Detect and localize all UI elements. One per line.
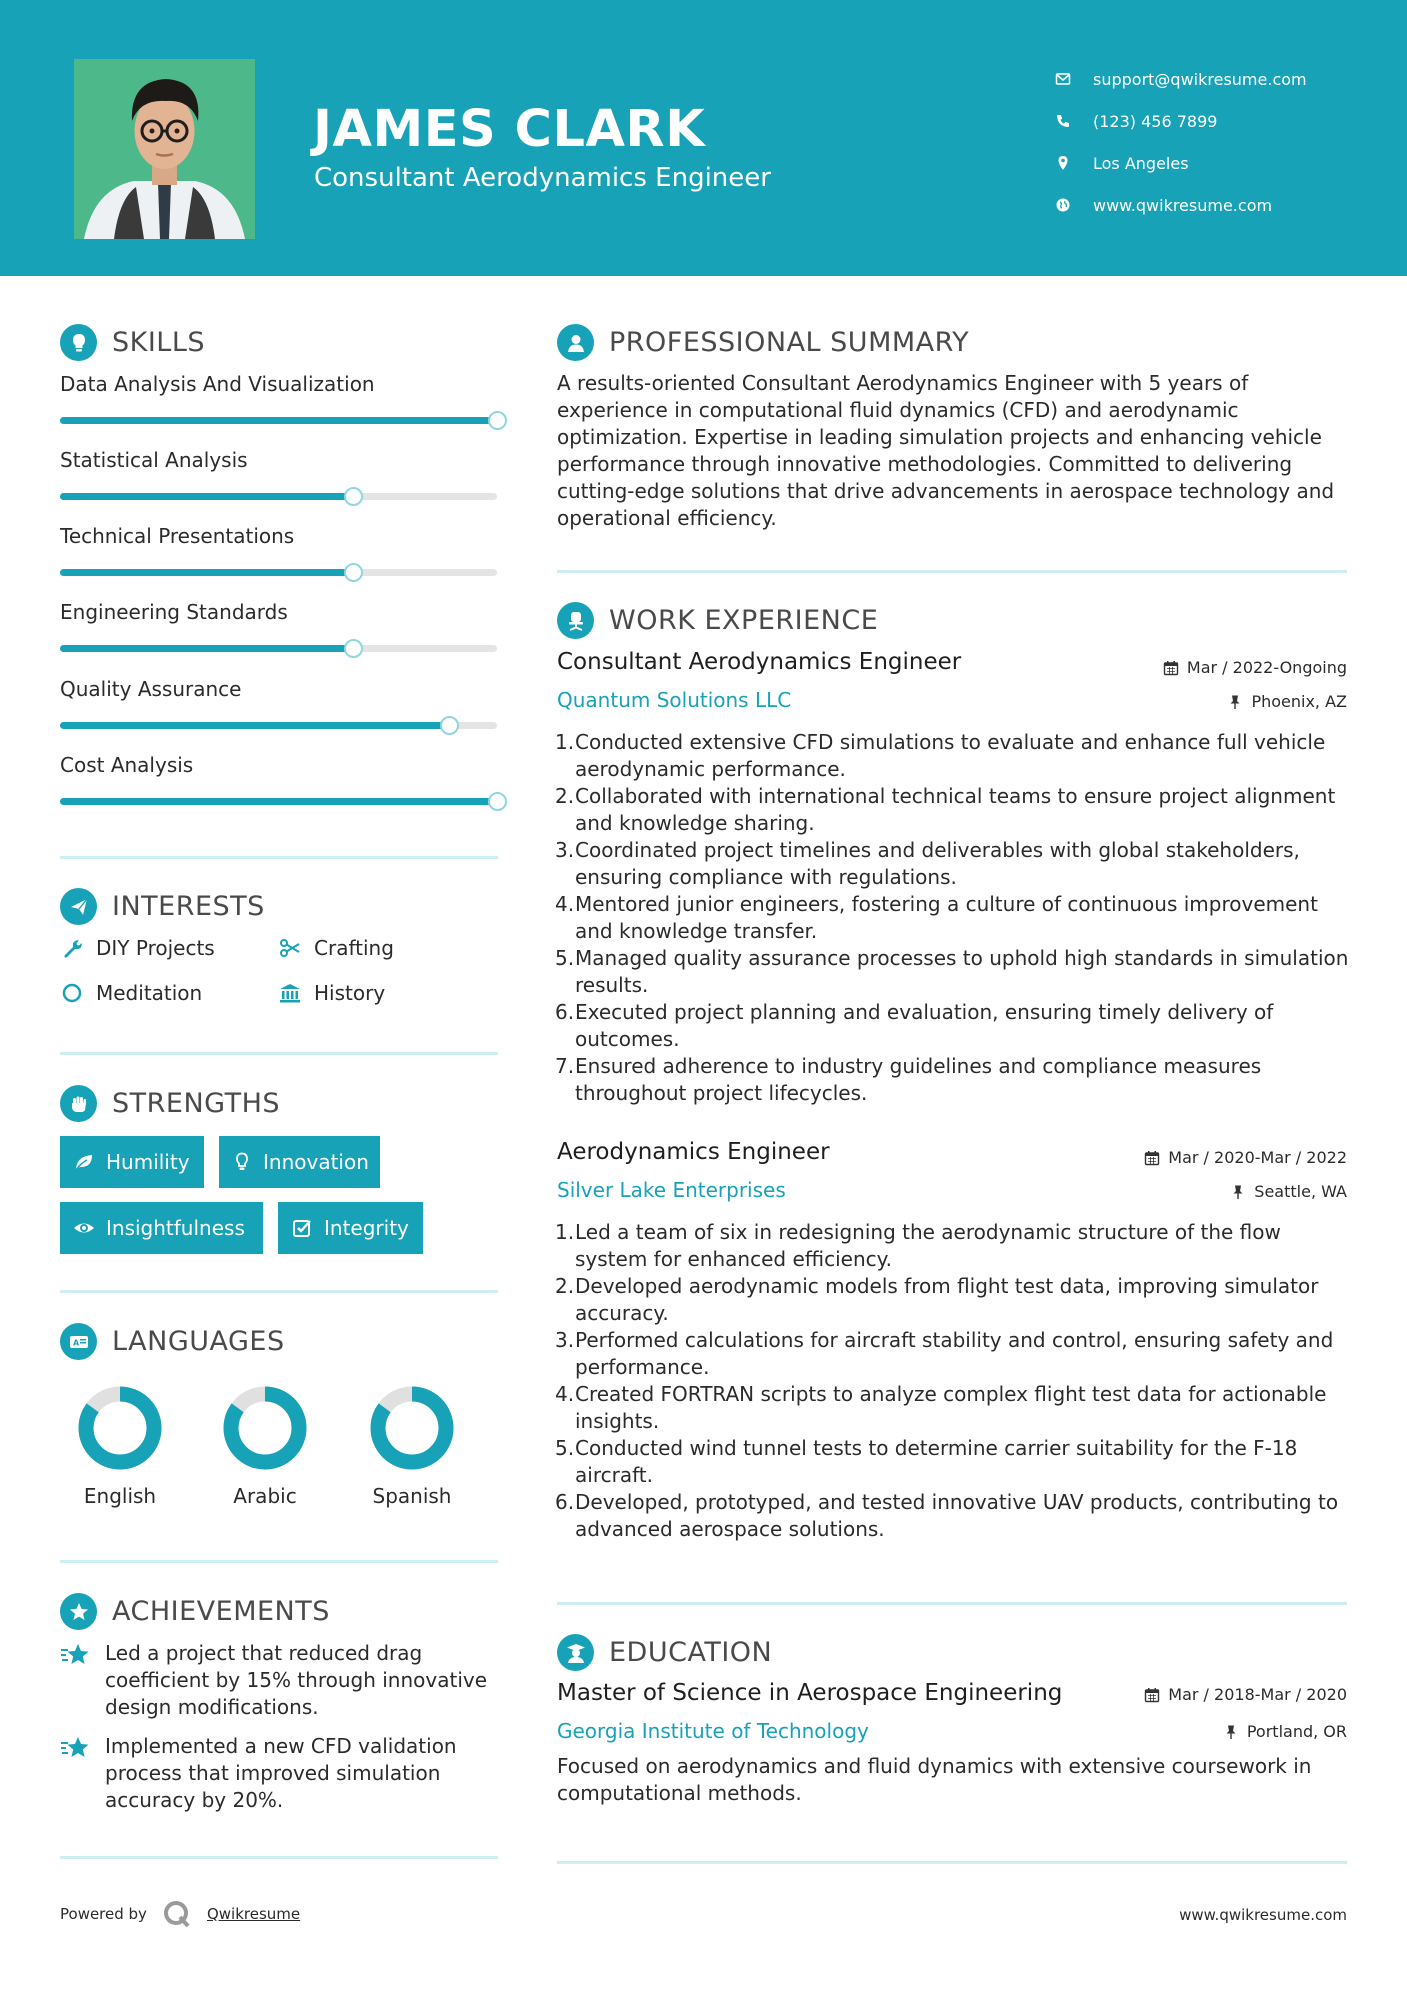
job-dates <box>1163 658 1347 677</box>
bank-icon <box>278 981 302 1005</box>
skill-level-knob <box>488 411 507 430</box>
interest-item <box>278 981 385 1005</box>
contact-location <box>1053 142 1383 184</box>
skill-level-knob <box>344 487 363 506</box>
skill-level-fill <box>60 798 497 805</box>
skill-name: Cost Analysis <box>60 753 194 777</box>
star-icon <box>60 1733 92 1765</box>
candidate-title: Consultant Aerodynamics Engineer <box>314 163 771 193</box>
strengths-heading <box>60 1085 280 1122</box>
responsibility-item: Managed quality assurance processes to uphold high standards in simulation results. <box>575 946 1349 997</box>
contact-phone-text: (123) 456 7899 <box>1093 111 1218 131</box>
achievement-text: Led a project that reduced drag coefficient by 15% through innovative design modifications. <box>105 1641 488 1719</box>
star-icon <box>60 1640 92 1672</box>
footer-powered-by <box>60 1898 300 1930</box>
resume-header <box>0 0 1407 276</box>
responsibility-item: Developed aerodynamic models from flight test data, improving simulator accuracy. <box>575 1274 1319 1325</box>
map-marker-icon <box>1053 153 1073 173</box>
experience-heading <box>557 602 878 639</box>
svg-text:A: A <box>72 1338 79 1347</box>
education-location <box>1223 1722 1347 1741</box>
job-location <box>1227 692 1347 711</box>
skill-item <box>60 524 505 554</box>
achievements-heading <box>60 1593 330 1630</box>
section-divider <box>557 1861 1347 1864</box>
education-title: EDUCATION <box>609 1637 773 1668</box>
achievement-text: Implemented a new CFD validation process that improved simulation accuracy by 20%. <box>105 1734 457 1812</box>
responsibility-item: Ensured adherence to industry guidelines and compliance measures throughout project lifecycles. <box>575 1054 1262 1105</box>
strength-badge <box>60 1202 263 1254</box>
skills-title: SKILLS <box>112 327 206 358</box>
office-chair-icon <box>557 602 594 639</box>
language-item <box>205 1384 325 1508</box>
job-responsibilities <box>557 1219 1357 1543</box>
scissors-icon <box>278 936 302 960</box>
skill-name: Statistical Analysis <box>60 448 248 472</box>
strength-label: Integrity <box>324 1216 409 1240</box>
language-proficiency-ring <box>221 1384 309 1472</box>
contact-phone[interactable] <box>1053 100 1383 142</box>
responsibility-item: Collaborated with international technical teams to ensure project alignment and knowledge sharing. <box>575 784 1336 835</box>
section-divider <box>60 1052 498 1055</box>
education-description: Focused on aerodynamics and fluid dynamics with extensive coursework in computational methods. <box>557 1754 1312 1805</box>
brand-link[interactable]: Qwikresume <box>206 1905 301 1923</box>
strengths-title: STRENGTHS <box>112 1088 281 1119</box>
job-dates-text: Mar / 2020-Mar / 2022 <box>1168 1148 1347 1167</box>
skill-level-fill <box>60 417 497 424</box>
eye-icon <box>72 1216 96 1240</box>
job-dates-text: Mar / 2022-Ongoing <box>1186 658 1347 677</box>
lightbulb-icon <box>60 324 97 361</box>
company-name: Silver Lake Enterprises <box>557 1178 786 1202</box>
contact-location-text: Los Angeles <box>1093 153 1189 173</box>
section-divider <box>60 856 498 859</box>
calendar-icon <box>1163 660 1179 676</box>
skill-name: Quality Assurance <box>60 677 242 701</box>
job-location <box>1230 1182 1347 1201</box>
job-title: Consultant Aerodynamics Engineer <box>557 649 962 675</box>
language-name: Arabic <box>233 1484 297 1508</box>
summary-heading <box>557 324 969 361</box>
circle-icon <box>60 981 84 1005</box>
education-dates-text: Mar / 2018-Mar / 2020 <box>1168 1685 1347 1704</box>
interest-item <box>278 936 394 960</box>
language-icon <box>60 1323 97 1360</box>
qwikresume-logo-icon <box>161 1898 193 1930</box>
job-location-text: Seattle, WA <box>1254 1182 1347 1201</box>
phone-icon <box>1053 111 1073 131</box>
interest-label: DIY Projects <box>96 936 215 960</box>
skill-level-knob <box>488 792 507 811</box>
candidate-name: JAMES CLARK <box>313 100 706 159</box>
degree-title: Master of Science in Aerospace Engineering <box>557 1680 1063 1706</box>
skill-item <box>60 448 505 478</box>
responsibility-item: Executed project planning and evaluation, ensuring timely delivery of outcomes. <box>575 1000 1274 1051</box>
language-item <box>352 1384 472 1508</box>
interest-label: Crafting <box>314 936 394 960</box>
section-divider <box>60 1560 498 1563</box>
skill-level-bar <box>60 722 497 729</box>
responsibility-item: Developed, prototyped, and tested innovative UAV products, contributing to advanced aerospace solutions. <box>575 1490 1339 1541</box>
responsibility-item: Conducted extensive CFD simulations to evaluate and enhance full vehicle aerodynamic performance. <box>575 730 1326 781</box>
responsibility-item: Coordinated project timelines and deliverables with global stakeholders, ensuring compliance with regulations. <box>575 838 1300 889</box>
skill-name: Data Analysis And Visualization <box>60 372 375 396</box>
achievements-title: ACHIEVEMENTS <box>112 1596 330 1627</box>
interest-item <box>60 936 215 960</box>
job-responsibilities <box>557 729 1357 1107</box>
skill-level-bar <box>60 417 497 424</box>
job-title: Aerodynamics Engineer <box>557 1139 830 1165</box>
skill-level-fill <box>60 645 353 652</box>
experience-title: WORK EXPERIENCE <box>609 605 879 636</box>
language-proficiency-ring <box>368 1384 456 1472</box>
achievement-item <box>60 1733 510 1814</box>
skills-heading <box>60 324 205 361</box>
interest-label: History <box>314 981 386 1005</box>
paper-plane-icon <box>60 888 97 925</box>
powered-by-label: Powered by <box>60 1905 147 1923</box>
responsibility-item: Created FORTRAN scripts to analyze complex flight test data for actionable insights. <box>575 1382 1327 1433</box>
company-name: Quantum Solutions LLC <box>557 688 792 712</box>
star-badge-icon <box>60 1593 97 1630</box>
calendar-icon <box>1144 1150 1160 1166</box>
strength-badge <box>60 1136 204 1188</box>
skill-item <box>60 600 505 630</box>
interest-item <box>60 981 202 1005</box>
language-item <box>60 1384 180 1508</box>
contact-email-text: support@qwikresume.com <box>1093 69 1307 89</box>
section-divider <box>60 1856 498 1859</box>
responsibility-item: Conducted wind tunnel tests to determine carrier suitability for the F-18 aircraft. <box>575 1436 1298 1487</box>
pushpin-icon <box>1230 1184 1246 1200</box>
graduate-icon <box>557 1634 594 1671</box>
skill-level-bar <box>60 569 497 576</box>
pushpin-icon <box>1227 694 1243 710</box>
wrench-icon <box>60 936 84 960</box>
skill-level-knob <box>344 563 363 582</box>
skill-level-fill <box>60 569 353 576</box>
responsibility-item: Performed calculations for aircraft stability and control, ensuring safety and performance. <box>575 1328 1334 1379</box>
email-icon <box>1053 69 1073 89</box>
responsibility-item: Led a team of six in redesigning the aerodynamic structure of the flow system for enhanced efficiency. <box>575 1220 1281 1271</box>
achievement-item <box>60 1640 510 1721</box>
education-location-text: Portland, OR <box>1246 1722 1347 1741</box>
language-proficiency-ring <box>76 1384 164 1472</box>
globe-icon <box>1053 195 1073 215</box>
responsibility-item: Mentored junior engineers, fostering a culture of continuous improvement and knowledge transfer. <box>575 892 1318 943</box>
language-name: Spanish <box>372 1484 452 1508</box>
education-dates <box>1144 1685 1347 1704</box>
interests-heading <box>60 888 265 925</box>
strength-badge <box>219 1136 380 1188</box>
interests-title: INTERESTS <box>112 891 265 922</box>
interest-label: Meditation <box>96 981 203 1005</box>
section-divider <box>557 1602 1347 1605</box>
section-divider <box>60 1290 498 1293</box>
languages-heading <box>60 1323 285 1360</box>
contact-website-text: www.qwikresume.com <box>1093 195 1273 215</box>
lightbulb-icon <box>231 1150 253 1174</box>
skill-name: Technical Presentations <box>60 524 295 548</box>
skill-level-bar <box>60 798 497 805</box>
skill-item <box>60 677 505 707</box>
user-icon <box>557 324 594 361</box>
languages-title: LANGUAGES <box>112 1326 285 1357</box>
summary-title: PROFESSIONAL SUMMARY <box>609 327 970 358</box>
education-heading <box>557 1634 772 1671</box>
skill-item <box>60 372 505 402</box>
language-name: English <box>83 1484 157 1508</box>
job-dates <box>1144 1148 1347 1167</box>
skill-level-bar <box>60 493 497 500</box>
strength-label: Innovation <box>263 1150 369 1174</box>
footer-url[interactable]: www.qwikresume.com <box>1179 1906 1347 1924</box>
contact-website[interactable] <box>1053 184 1383 226</box>
fist-icon <box>60 1085 97 1122</box>
skill-level-fill <box>60 722 449 729</box>
strength-label: Humility <box>106 1150 190 1174</box>
skill-item <box>60 753 505 783</box>
skill-level-knob <box>344 639 363 658</box>
strength-label: Insightfulness <box>106 1216 245 1240</box>
job-location-text: Phoenix, AZ <box>1251 692 1347 711</box>
strength-badge <box>278 1202 423 1254</box>
skill-level-bar <box>60 645 497 652</box>
contact-email[interactable] <box>1053 58 1383 100</box>
profile-photo <box>74 59 255 239</box>
skill-level-knob <box>440 716 459 735</box>
school-name: Georgia Institute of Technology <box>557 1719 869 1743</box>
check-square-icon <box>290 1216 314 1240</box>
pushpin-icon <box>1223 1724 1239 1740</box>
skill-name: Engineering Standards <box>60 600 288 624</box>
calendar-icon <box>1144 1687 1160 1703</box>
section-divider <box>557 570 1347 573</box>
summary-text: A results-oriented Consultant Aerodynamics Engineer with 5 years of experience in computational fluid dynamics (CFD) and aerodynamic optimization. Expertise in leading simulation projects and enhancing vehicle performance through innovative methodologies. Committed to delivering cutting-edge solutions that drive advancements in aerospace technology and operational efficiency. <box>557 371 1335 530</box>
contact-list <box>1053 58 1383 226</box>
skill-level-fill <box>60 493 353 500</box>
leaf-icon <box>72 1150 96 1174</box>
